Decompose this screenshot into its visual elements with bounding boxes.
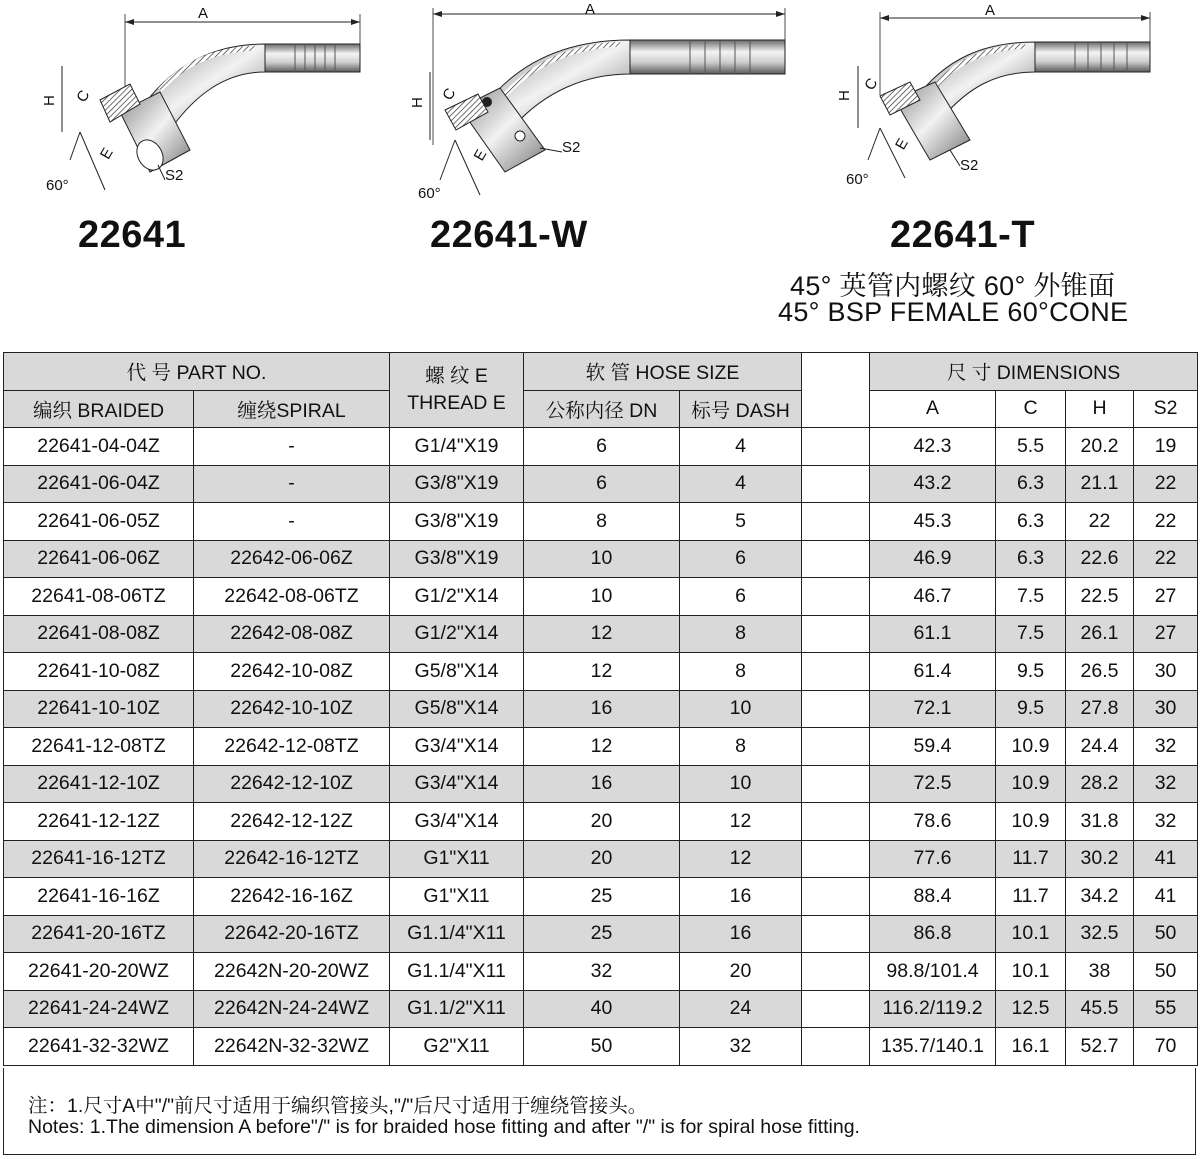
cell-braided: 22641-32-32WZ xyxy=(4,1028,194,1066)
cell-s2: 19 xyxy=(1134,428,1198,466)
cell-dash: 16 xyxy=(680,915,802,953)
dim-c-label: C xyxy=(861,75,882,94)
cell-c: 6.3 xyxy=(996,465,1066,503)
cell-thread: G3/4"X14 xyxy=(390,765,524,803)
cell-dn: 25 xyxy=(524,878,680,916)
cell-braided: 22641-06-04Z xyxy=(4,465,194,503)
table-row xyxy=(4,503,1198,541)
cell-braided: 22641-08-06TZ xyxy=(4,578,194,616)
table-row xyxy=(4,915,1198,953)
cell-thread: G3/8"X19 xyxy=(390,503,524,541)
cell-dash: 8 xyxy=(680,615,802,653)
cell-h: 28.2 xyxy=(1066,765,1134,803)
cell-dash: 24 xyxy=(680,990,802,1028)
cell-braided: 22641-06-05Z xyxy=(4,503,194,541)
table-row xyxy=(4,540,1198,578)
cell-s2: 41 xyxy=(1134,840,1198,878)
cell-spiral: - xyxy=(194,465,390,503)
cell-dn: 32 xyxy=(524,953,680,991)
table-row xyxy=(4,728,1198,766)
cell-c: 10.1 xyxy=(996,953,1066,991)
cell-thread: G5/8"X14 xyxy=(390,690,524,728)
cell-a: 46.7 xyxy=(870,578,996,616)
table-row xyxy=(4,465,1198,503)
cell-thread: G3/8"X19 xyxy=(390,465,524,503)
cell-thread: G3/4"X14 xyxy=(390,803,524,841)
dim-e-label: E xyxy=(892,135,912,153)
dim-h-label: H xyxy=(41,95,58,106)
cell-dn: 12 xyxy=(524,728,680,766)
cell-dn: 16 xyxy=(524,690,680,728)
blank-cell xyxy=(802,915,870,953)
header-thread xyxy=(390,353,524,428)
cell-h: 26.5 xyxy=(1066,653,1134,691)
cell-spiral: 22642N-32-32WZ xyxy=(194,1028,390,1066)
cell-dn: 10 xyxy=(524,540,680,578)
cell-c: 10.9 xyxy=(996,765,1066,803)
cell-braided: 22641-12-08TZ xyxy=(4,728,194,766)
cell-thread: G5/8"X14 xyxy=(390,653,524,691)
header-dn: 公称内径 DN xyxy=(524,390,680,428)
description-cn: 45° 英管内螺纹 60° 外锥面 xyxy=(790,271,1116,301)
blank-cell xyxy=(802,803,870,841)
cell-braided: 22641-12-10Z xyxy=(4,765,194,803)
cell-h: 22.6 xyxy=(1066,540,1134,578)
cell-dash: 6 xyxy=(680,578,802,616)
cell-a: 86.8 xyxy=(870,915,996,953)
cell-s2: 22 xyxy=(1134,465,1198,503)
cell-h: 22 xyxy=(1066,503,1134,541)
cell-h: 21.1 xyxy=(1066,465,1134,503)
cell-h: 30.2 xyxy=(1066,840,1134,878)
cell-braided: 22641-04-04Z xyxy=(4,428,194,466)
cell-dash: 16 xyxy=(680,878,802,916)
header-thread-en: THREAD E xyxy=(407,392,506,414)
header-part-no: 代 号 PART NO. xyxy=(4,353,390,391)
header-dimensions: 尺 寸 DIMENSIONS xyxy=(870,353,1198,391)
note-cn: 注：1.尺寸A中"/"前尺寸适用于编织管接头,"/"后尺寸适用于缠绕管接头。 xyxy=(28,1095,648,1117)
cell-spiral: 22642-16-12TZ xyxy=(194,840,390,878)
cell-s2: 22 xyxy=(1134,503,1198,541)
header-c: C xyxy=(996,390,1066,428)
cell-s2: 27 xyxy=(1134,578,1198,616)
cell-dash: 6 xyxy=(680,540,802,578)
cell-a: 46.9 xyxy=(870,540,996,578)
header-s2: S2 xyxy=(1134,390,1198,428)
cell-spiral: 22642-08-06TZ xyxy=(194,578,390,616)
table-row xyxy=(4,840,1198,878)
cell-h: 38 xyxy=(1066,953,1134,991)
cell-c: 10.9 xyxy=(996,803,1066,841)
cell-h: 24.4 xyxy=(1066,728,1134,766)
blank-cell xyxy=(802,503,870,541)
cell-dash: 4 xyxy=(680,465,802,503)
cell-dash: 12 xyxy=(680,840,802,878)
cell-h: 27.8 xyxy=(1066,690,1134,728)
blank-cell xyxy=(802,690,870,728)
header-hose-size: 软 管 HOSE SIZE xyxy=(524,353,802,391)
cell-a: 116.2/119.2 xyxy=(870,990,996,1028)
cell-h: 32.5 xyxy=(1066,915,1134,953)
blank-cell xyxy=(802,615,870,653)
cell-h: 34.2 xyxy=(1066,878,1134,916)
cell-spiral: 22642N-20-20WZ xyxy=(194,953,390,991)
cell-s2: 27 xyxy=(1134,615,1198,653)
cell-dn: 6 xyxy=(524,428,680,466)
figure-code-22641-w: 22641-W xyxy=(430,214,588,256)
cell-thread: G1/2"X14 xyxy=(390,578,524,616)
cell-thread: G3/4"X14 xyxy=(390,728,524,766)
notes-box xyxy=(3,1068,1196,1155)
cell-a: 78.6 xyxy=(870,803,996,841)
table-row xyxy=(4,653,1198,691)
header-row-1 xyxy=(4,353,1198,391)
cell-spiral: 22642-12-12Z xyxy=(194,803,390,841)
cell-braided: 22641-20-20WZ xyxy=(4,953,194,991)
drawing-22641 xyxy=(41,5,360,194)
cell-a: 135.7/140.1 xyxy=(870,1028,996,1066)
cell-dash: 10 xyxy=(680,690,802,728)
cell-thread: G1/2"X14 xyxy=(390,615,524,653)
cell-a: 72.5 xyxy=(870,765,996,803)
cell-c: 9.5 xyxy=(996,690,1066,728)
cell-thread: G3/8"X19 xyxy=(390,540,524,578)
cell-spiral: - xyxy=(194,503,390,541)
cell-s2: 32 xyxy=(1134,765,1198,803)
table-row xyxy=(4,615,1198,653)
table-row xyxy=(4,953,1198,991)
cell-spiral: 22642-10-08Z xyxy=(194,653,390,691)
cell-dash: 10 xyxy=(680,765,802,803)
blank-cell xyxy=(802,878,870,916)
cell-s2: 30 xyxy=(1134,690,1198,728)
header-row-2 xyxy=(4,390,1198,428)
cell-c: 7.5 xyxy=(996,615,1066,653)
header-h: H xyxy=(1066,390,1134,428)
cell-braided: 22641-24-24WZ xyxy=(4,990,194,1028)
cell-dash: 12 xyxy=(680,803,802,841)
cell-braided: 22641-12-12Z xyxy=(4,803,194,841)
blank-cell xyxy=(802,540,870,578)
cell-a: 59.4 xyxy=(870,728,996,766)
cell-c: 5.5 xyxy=(996,428,1066,466)
note-en: Notes: 1.The dimension A before"/" is for braided hose fitting and after "/" is for spiral hose fitting. xyxy=(28,1116,860,1138)
cell-dash: 8 xyxy=(680,653,802,691)
dim-s2-label: S2 xyxy=(960,157,979,174)
table-row xyxy=(4,690,1198,728)
dim-s2-label: S2 xyxy=(562,139,581,156)
header-dash: 标号 DASH xyxy=(680,390,802,428)
cell-thread: G1.1/2"X11 xyxy=(390,990,524,1028)
cell-thread: G1.1/4"X11 xyxy=(390,953,524,991)
dim-e-label: E xyxy=(96,145,117,163)
cell-h: 22.5 xyxy=(1066,578,1134,616)
cell-thread: G1"X11 xyxy=(390,840,524,878)
cell-dn: 10 xyxy=(524,578,680,616)
cell-dn: 25 xyxy=(524,915,680,953)
angle-label: 60° xyxy=(46,177,69,194)
cell-s2: 50 xyxy=(1134,915,1198,953)
table-row xyxy=(4,428,1198,466)
drawing-22641-t xyxy=(836,2,1150,188)
cell-a: 88.4 xyxy=(870,878,996,916)
dim-a-label: A xyxy=(198,5,209,22)
cell-c: 10.1 xyxy=(996,915,1066,953)
table-row xyxy=(4,1028,1198,1066)
cell-c: 11.7 xyxy=(996,840,1066,878)
blank-cell xyxy=(802,465,870,503)
cell-dn: 40 xyxy=(524,990,680,1028)
cell-h: 52.7 xyxy=(1066,1028,1134,1066)
cell-s2: 22 xyxy=(1134,540,1198,578)
dim-c-label: C xyxy=(73,87,94,106)
blank-cell xyxy=(802,953,870,991)
cell-thread: G2"X11 xyxy=(390,1028,524,1066)
cell-c: 10.9 xyxy=(996,728,1066,766)
cell-braided: 22641-20-16TZ xyxy=(4,915,194,953)
spec-table xyxy=(3,352,1198,1066)
dim-c-label: C xyxy=(439,85,460,104)
cell-dn: 8 xyxy=(524,503,680,541)
cell-dn: 16 xyxy=(524,765,680,803)
cell-spiral: 22642-06-06Z xyxy=(194,540,390,578)
cell-a: 61.4 xyxy=(870,653,996,691)
angle-label: 60° xyxy=(418,185,441,202)
cell-s2: 50 xyxy=(1134,953,1198,991)
header-blank xyxy=(802,353,870,428)
cell-s2: 41 xyxy=(1134,878,1198,916)
cell-spiral: 22642-10-10Z xyxy=(194,690,390,728)
blank-cell xyxy=(802,840,870,878)
cell-c: 7.5 xyxy=(996,578,1066,616)
cell-spiral: 22642-08-08Z xyxy=(194,615,390,653)
cell-s2: 32 xyxy=(1134,728,1198,766)
cell-a: 72.1 xyxy=(870,690,996,728)
table-row xyxy=(4,878,1198,916)
header-braided: 编织 BRAIDED xyxy=(4,390,194,428)
cell-a: 61.1 xyxy=(870,615,996,653)
cell-dash: 8 xyxy=(680,728,802,766)
dim-h-label: H xyxy=(409,97,426,108)
cell-braided: 22641-10-10Z xyxy=(4,690,194,728)
cell-dn: 12 xyxy=(524,653,680,691)
cell-s2: 30 xyxy=(1134,653,1198,691)
cell-c: 16.1 xyxy=(996,1028,1066,1066)
cell-spiral: 22642N-24-24WZ xyxy=(194,990,390,1028)
blank-cell xyxy=(802,428,870,466)
table-row xyxy=(4,765,1198,803)
cell-s2: 70 xyxy=(1134,1028,1198,1066)
drawing-22641-w xyxy=(409,1,785,202)
blank-cell xyxy=(802,578,870,616)
cell-dn: 20 xyxy=(524,803,680,841)
header-spiral: 缠绕SPIRAL xyxy=(194,390,390,428)
cell-dash: 20 xyxy=(680,953,802,991)
cell-h: 31.8 xyxy=(1066,803,1134,841)
header-a: A xyxy=(870,390,996,428)
cell-c: 9.5 xyxy=(996,653,1066,691)
cell-braided: 22641-06-06Z xyxy=(4,540,194,578)
cell-s2: 32 xyxy=(1134,803,1198,841)
cell-spiral: 22642-20-16TZ xyxy=(194,915,390,953)
cell-dn: 6 xyxy=(524,465,680,503)
table-row xyxy=(4,803,1198,841)
dim-h-label: H xyxy=(836,90,853,101)
dim-e-label: E xyxy=(470,146,491,164)
cell-braided: 22641-10-08Z xyxy=(4,653,194,691)
cell-thread: G1"X11 xyxy=(390,878,524,916)
cell-a: 43.2 xyxy=(870,465,996,503)
figure-code-22641-t: 22641-T xyxy=(890,214,1036,256)
blank-cell xyxy=(802,1028,870,1066)
cell-c: 6.3 xyxy=(996,540,1066,578)
description-en: 45° BSP FEMALE 60°CONE xyxy=(778,297,1129,327)
cell-spiral: - xyxy=(194,428,390,466)
cell-thread: G1/4"X19 xyxy=(390,428,524,466)
cell-a: 42.3 xyxy=(870,428,996,466)
cell-dash: 32 xyxy=(680,1028,802,1066)
cell-a: 45.3 xyxy=(870,503,996,541)
header-thread-cn: 螺 纹 E xyxy=(425,365,488,387)
cell-h: 20.2 xyxy=(1066,428,1134,466)
blank-cell xyxy=(802,728,870,766)
cell-a: 98.8/101.4 xyxy=(870,953,996,991)
blank-cell xyxy=(802,990,870,1028)
dim-s2-label: S2 xyxy=(165,167,184,184)
cell-spiral: 22642-12-08TZ xyxy=(194,728,390,766)
cell-s2: 55 xyxy=(1134,990,1198,1028)
table-row xyxy=(4,578,1198,616)
cell-spiral: 22642-12-10Z xyxy=(194,765,390,803)
cell-a: 77.6 xyxy=(870,840,996,878)
dim-a-label: A xyxy=(985,2,996,19)
cell-thread: G1.1/4"X11 xyxy=(390,915,524,953)
cell-dash: 5 xyxy=(680,503,802,541)
cell-h: 45.5 xyxy=(1066,990,1134,1028)
cell-braided: 22641-16-12TZ xyxy=(4,840,194,878)
angle-label: 60° xyxy=(846,171,869,188)
cell-h: 26.1 xyxy=(1066,615,1134,653)
cell-dn: 20 xyxy=(524,840,680,878)
cell-c: 11.7 xyxy=(996,878,1066,916)
blank-cell xyxy=(802,653,870,691)
blank-cell xyxy=(802,765,870,803)
cell-spiral: 22642-16-16Z xyxy=(194,878,390,916)
dim-a-label: A xyxy=(585,1,596,18)
cell-dn: 50 xyxy=(524,1028,680,1066)
table-row xyxy=(4,990,1198,1028)
figure-code-22641: 22641 xyxy=(78,214,187,256)
cell-c: 6.3 xyxy=(996,503,1066,541)
cell-c: 12.5 xyxy=(996,990,1066,1028)
cell-dn: 12 xyxy=(524,615,680,653)
cell-braided: 22641-16-16Z xyxy=(4,878,194,916)
cell-braided: 22641-08-08Z xyxy=(4,615,194,653)
cell-dash: 4 xyxy=(680,428,802,466)
